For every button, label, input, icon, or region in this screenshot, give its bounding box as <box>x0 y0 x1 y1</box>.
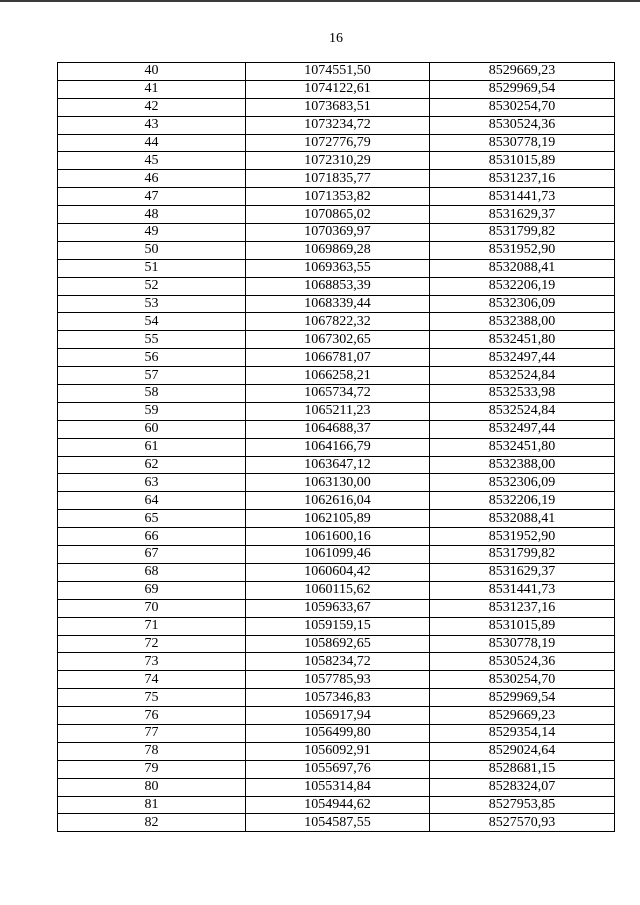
point-number-cell: 72 <box>58 635 246 653</box>
table-row <box>58 349 615 367</box>
y-coordinate-cell: 8532533,98 <box>430 385 615 403</box>
y-coordinate-cell: 8529354,14 <box>430 724 615 742</box>
y-coordinate-cell: 8531441,73 <box>430 581 615 599</box>
table-row <box>58 98 615 116</box>
point-number-cell: 66 <box>58 528 246 546</box>
point-number-cell: 71 <box>58 617 246 635</box>
point-number-cell: 41 <box>58 80 246 98</box>
x-coordinate-cell: 1063130,00 <box>246 474 430 492</box>
x-coordinate-cell: 1054944,62 <box>246 796 430 814</box>
table-row <box>58 331 615 349</box>
y-coordinate-cell: 8530254,70 <box>430 671 615 689</box>
point-number-cell: 76 <box>58 707 246 725</box>
y-coordinate-cell: 8532206,19 <box>430 277 615 295</box>
x-coordinate-cell: 1071353,82 <box>246 188 430 206</box>
table-row <box>58 599 615 617</box>
x-coordinate-cell: 1072776,79 <box>246 134 430 152</box>
point-number-cell: 52 <box>58 277 246 295</box>
y-coordinate-cell: 8531237,16 <box>430 599 615 617</box>
point-number-cell: 60 <box>58 420 246 438</box>
x-coordinate-cell: 1059633,67 <box>246 599 430 617</box>
table-row <box>58 796 615 814</box>
table-row <box>58 438 615 456</box>
y-coordinate-cell: 8532451,80 <box>430 438 615 456</box>
table-row <box>58 760 615 778</box>
point-number-cell: 47 <box>58 188 246 206</box>
x-coordinate-cell: 1061600,16 <box>246 528 430 546</box>
table-row <box>58 671 615 689</box>
table-row <box>58 170 615 188</box>
y-coordinate-cell: 8531237,16 <box>430 170 615 188</box>
point-number-cell: 45 <box>58 152 246 170</box>
coordinates-table <box>57 62 615 832</box>
y-coordinate-cell: 8527570,93 <box>430 814 615 832</box>
y-coordinate-cell: 8529969,54 <box>430 80 615 98</box>
point-number-cell: 70 <box>58 599 246 617</box>
point-number-cell: 58 <box>58 385 246 403</box>
y-coordinate-cell: 8530524,36 <box>430 116 615 134</box>
x-coordinate-cell: 1055314,84 <box>246 778 430 796</box>
y-coordinate-cell: 8532451,80 <box>430 331 615 349</box>
y-coordinate-cell: 8532088,41 <box>430 259 615 277</box>
point-number-cell: 74 <box>58 671 246 689</box>
table-row <box>58 295 615 313</box>
coordinates-table-body <box>58 63 615 832</box>
table-row <box>58 742 615 760</box>
table-row <box>58 134 615 152</box>
table-row <box>58 456 615 474</box>
table-row <box>58 224 615 242</box>
y-coordinate-cell: 8529669,23 <box>430 63 615 81</box>
point-number-cell: 63 <box>58 474 246 492</box>
point-number-cell: 56 <box>58 349 246 367</box>
y-coordinate-cell: 8532497,44 <box>430 420 615 438</box>
point-number-cell: 44 <box>58 134 246 152</box>
x-coordinate-cell: 1067302,65 <box>246 331 430 349</box>
point-number-cell: 55 <box>58 331 246 349</box>
table-row <box>58 277 615 295</box>
point-number-cell: 59 <box>58 402 246 420</box>
table-row <box>58 152 615 170</box>
point-number-cell: 57 <box>58 367 246 385</box>
point-number-cell: 65 <box>58 510 246 528</box>
table-row <box>58 474 615 492</box>
x-coordinate-cell: 1060604,42 <box>246 563 430 581</box>
table-row <box>58 385 615 403</box>
y-coordinate-cell: 8532388,00 <box>430 313 615 331</box>
x-coordinate-cell: 1065211,23 <box>246 402 430 420</box>
y-coordinate-cell: 8530254,70 <box>430 98 615 116</box>
x-coordinate-cell: 1072310,29 <box>246 152 430 170</box>
point-number-cell: 73 <box>58 653 246 671</box>
x-coordinate-cell: 1062616,04 <box>246 492 430 510</box>
point-number-cell: 49 <box>58 224 246 242</box>
x-coordinate-cell: 1065734,72 <box>246 385 430 403</box>
y-coordinate-cell: 8531799,82 <box>430 546 615 564</box>
table-row <box>58 313 615 331</box>
point-number-cell: 42 <box>58 98 246 116</box>
y-coordinate-cell: 8528324,07 <box>430 778 615 796</box>
point-number-cell: 62 <box>58 456 246 474</box>
y-coordinate-cell: 8532524,84 <box>430 367 615 385</box>
point-number-cell: 81 <box>58 796 246 814</box>
x-coordinate-cell: 1074122,61 <box>246 80 430 98</box>
y-coordinate-cell: 8532306,09 <box>430 295 615 313</box>
table-row <box>58 635 615 653</box>
point-number-cell: 78 <box>58 742 246 760</box>
x-coordinate-cell: 1068339,44 <box>246 295 430 313</box>
table-row <box>58 259 615 277</box>
table-row <box>58 724 615 742</box>
table-row <box>58 814 615 832</box>
x-coordinate-cell: 1058234,72 <box>246 653 430 671</box>
table-row <box>58 510 615 528</box>
y-coordinate-cell: 8532388,00 <box>430 456 615 474</box>
y-coordinate-cell: 8529969,54 <box>430 689 615 707</box>
x-coordinate-cell: 1054587,55 <box>246 814 430 832</box>
x-coordinate-cell: 1066781,07 <box>246 349 430 367</box>
x-coordinate-cell: 1068853,39 <box>246 277 430 295</box>
table-row <box>58 80 615 98</box>
table-row <box>58 420 615 438</box>
table-row <box>58 188 615 206</box>
table-row <box>58 528 615 546</box>
point-number-cell: 54 <box>58 313 246 331</box>
y-coordinate-cell: 8531441,73 <box>430 188 615 206</box>
y-coordinate-cell: 8532524,84 <box>430 402 615 420</box>
x-coordinate-cell: 1057346,83 <box>246 689 430 707</box>
page-number: 16 <box>329 31 343 46</box>
x-coordinate-cell: 1061099,46 <box>246 546 430 564</box>
table-row <box>58 116 615 134</box>
x-coordinate-cell: 1056917,94 <box>246 707 430 725</box>
point-number-cell: 46 <box>58 170 246 188</box>
y-coordinate-cell: 8531629,37 <box>430 206 615 224</box>
table-row <box>58 241 615 259</box>
point-number-cell: 82 <box>58 814 246 832</box>
table-row <box>58 707 615 725</box>
x-coordinate-cell: 1057785,93 <box>246 671 430 689</box>
x-coordinate-cell: 1059159,15 <box>246 617 430 635</box>
x-coordinate-cell: 1064166,79 <box>246 438 430 456</box>
point-number-cell: 75 <box>58 689 246 707</box>
y-coordinate-cell: 8532206,19 <box>430 492 615 510</box>
x-coordinate-cell: 1067822,32 <box>246 313 430 331</box>
y-coordinate-cell: 8532497,44 <box>430 349 615 367</box>
y-coordinate-cell: 8531629,37 <box>430 563 615 581</box>
x-coordinate-cell: 1074551,50 <box>246 63 430 81</box>
point-number-cell: 48 <box>58 206 246 224</box>
x-coordinate-cell: 1058692,65 <box>246 635 430 653</box>
point-number-cell: 69 <box>58 581 246 599</box>
y-coordinate-cell: 8531015,89 <box>430 617 615 635</box>
point-number-cell: 40 <box>58 63 246 81</box>
point-number-cell: 64 <box>58 492 246 510</box>
point-number-cell: 51 <box>58 259 246 277</box>
x-coordinate-cell: 1055697,76 <box>246 760 430 778</box>
table-row <box>58 581 615 599</box>
table-row <box>58 492 615 510</box>
table-row <box>58 546 615 564</box>
y-coordinate-cell: 8532306,09 <box>430 474 615 492</box>
x-coordinate-cell: 1062105,89 <box>246 510 430 528</box>
x-coordinate-cell: 1060115,62 <box>246 581 430 599</box>
x-coordinate-cell: 1064688,37 <box>246 420 430 438</box>
y-coordinate-cell: 8531799,82 <box>430 224 615 242</box>
y-coordinate-cell: 8529024,64 <box>430 742 615 760</box>
x-coordinate-cell: 1070369,97 <box>246 224 430 242</box>
y-coordinate-cell: 8530778,19 <box>430 635 615 653</box>
x-coordinate-cell: 1073683,51 <box>246 98 430 116</box>
table-row <box>58 402 615 420</box>
y-coordinate-cell: 8530524,36 <box>430 653 615 671</box>
point-number-cell: 77 <box>58 724 246 742</box>
x-coordinate-cell: 1066258,21 <box>246 367 430 385</box>
y-coordinate-cell: 8532088,41 <box>430 510 615 528</box>
table-row <box>58 778 615 796</box>
table-row <box>58 653 615 671</box>
table-row <box>58 563 615 581</box>
point-number-cell: 67 <box>58 546 246 564</box>
table-row <box>58 206 615 224</box>
y-coordinate-cell: 8528681,15 <box>430 760 615 778</box>
table-row <box>58 617 615 635</box>
table-row <box>58 367 615 385</box>
x-coordinate-cell: 1071835,77 <box>246 170 430 188</box>
x-coordinate-cell: 1063647,12 <box>246 456 430 474</box>
y-coordinate-cell: 8530778,19 <box>430 134 615 152</box>
table-row <box>58 63 615 81</box>
point-number-cell: 79 <box>58 760 246 778</box>
table-row <box>58 689 615 707</box>
y-coordinate-cell: 8531015,89 <box>430 152 615 170</box>
x-coordinate-cell: 1056092,91 <box>246 742 430 760</box>
point-number-cell: 68 <box>58 563 246 581</box>
point-number-cell: 80 <box>58 778 246 796</box>
x-coordinate-cell: 1069869,28 <box>246 241 430 259</box>
x-coordinate-cell: 1073234,72 <box>246 116 430 134</box>
y-coordinate-cell: 8531952,90 <box>430 241 615 259</box>
x-coordinate-cell: 1069363,55 <box>246 259 430 277</box>
y-coordinate-cell: 8529669,23 <box>430 707 615 725</box>
point-number-cell: 43 <box>58 116 246 134</box>
point-number-cell: 50 <box>58 241 246 259</box>
y-coordinate-cell: 8531952,90 <box>430 528 615 546</box>
page-top-border <box>0 0 640 2</box>
point-number-cell: 53 <box>58 295 246 313</box>
point-number-cell: 61 <box>58 438 246 456</box>
y-coordinate-cell: 8527953,85 <box>430 796 615 814</box>
x-coordinate-cell: 1070865,02 <box>246 206 430 224</box>
x-coordinate-cell: 1056499,80 <box>246 724 430 742</box>
